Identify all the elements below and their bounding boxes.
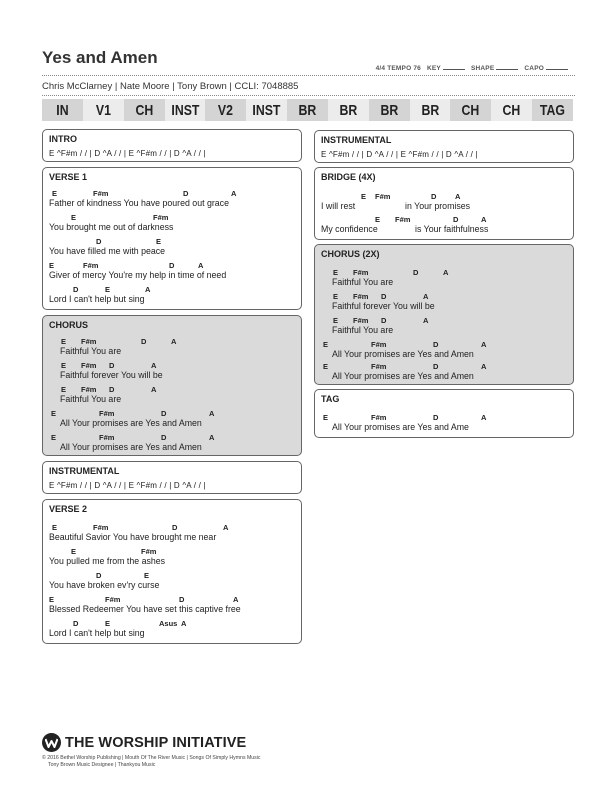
chord: D xyxy=(73,619,79,628)
roadmap-cell: BR xyxy=(369,99,410,121)
roadmap-cell: BR xyxy=(287,99,328,121)
section-title: CHORUS xyxy=(49,320,89,330)
chord: A xyxy=(231,189,237,198)
chord: F#m xyxy=(93,189,109,198)
chord: F#m xyxy=(353,316,369,325)
chord: F#m xyxy=(93,523,109,532)
chord: E xyxy=(51,433,57,442)
section-title: VERSE 1 xyxy=(49,172,88,182)
section-intro xyxy=(42,129,302,162)
chord: F#m xyxy=(99,409,115,418)
chord: A xyxy=(223,523,229,532)
chord: D xyxy=(453,215,459,224)
copyright-line: © 2016 Bethel Worship Publishing | Mouth Of The River Music | Songs Of Simply Hymns Music xyxy=(42,755,261,761)
lyric-line: You have broken ev'ry curse xyxy=(49,580,160,590)
roadmap-cell: V2 xyxy=(205,99,246,121)
chord: F#m xyxy=(141,547,157,556)
section-title: VERSE 2 xyxy=(49,504,88,514)
lyric-line: Faithful You are xyxy=(60,346,122,356)
chord: A xyxy=(209,409,215,418)
shape-label: SHAPE xyxy=(470,65,495,72)
chord: F#m xyxy=(375,192,391,201)
chord: F#m xyxy=(81,361,97,370)
copyright-line: Tony Brown Music Designee | Thankyou Music xyxy=(48,762,156,768)
chord: D xyxy=(73,285,79,294)
section-title: BRIDGE (4X) xyxy=(321,172,376,182)
divider-bottom xyxy=(42,95,575,96)
roadmap-cell: BR xyxy=(328,99,369,121)
chord: D xyxy=(109,361,115,370)
section-instrumental-1 xyxy=(42,461,302,494)
chord: A xyxy=(233,595,239,604)
chord: A xyxy=(198,261,204,270)
lyric-line: Beautiful Savior You have brought me near xyxy=(49,532,217,542)
chord: E xyxy=(361,192,367,201)
section-chorus xyxy=(42,315,302,456)
section-title: INSTRUMENTAL xyxy=(49,466,120,476)
roadmap-cell: CH xyxy=(450,99,491,121)
chord: E xyxy=(71,213,77,222)
chord: D xyxy=(381,316,387,325)
section-title: INSTRUMENTAL xyxy=(321,135,392,145)
lyric-line: Lord I can't help but sing xyxy=(49,628,145,638)
time-tempo: 4/4 TEMPO 76 xyxy=(375,65,421,72)
chord: D xyxy=(96,237,102,246)
chord: A xyxy=(151,385,157,394)
chord: F#m xyxy=(395,215,411,224)
copyright-notice xyxy=(42,755,261,769)
chord: E xyxy=(51,409,57,418)
chord: A xyxy=(171,337,177,346)
chord: D xyxy=(183,189,189,198)
lyric-line: Faithful You are xyxy=(332,325,394,335)
chord: D xyxy=(433,413,439,422)
section-title: TAG xyxy=(321,394,340,404)
chord: D xyxy=(161,409,167,418)
section-title: CHORUS (2X) xyxy=(321,249,380,259)
lyric-line: All Your promises are Yes and Amen xyxy=(60,418,202,428)
chord: D xyxy=(179,595,185,604)
chord-progression: E ^F#m / / | D ^A / / | E ^F#m / / | D ^A / / | xyxy=(49,481,206,490)
lyric-line: Blessed Redeemer You have set this captive free xyxy=(49,604,241,614)
chord: D xyxy=(141,337,147,346)
song-title: Yes and Amen xyxy=(42,48,158,67)
chord: A xyxy=(181,619,187,628)
lyric-line: You brought me out of darkness xyxy=(49,222,174,232)
chord: E xyxy=(323,340,329,349)
lyric-line: All Your promises are Yes and Amen xyxy=(332,371,474,381)
roadmap-cell: BR xyxy=(410,99,451,121)
chord: E xyxy=(333,316,339,325)
chord: A xyxy=(481,413,487,422)
authors-line: Chris McClarney | Nate Moore | Tony Brown | CCLI: 7048885 xyxy=(42,81,299,92)
chord: E xyxy=(71,547,77,556)
lyric-line: in Your promises xyxy=(405,201,471,211)
chord: E xyxy=(144,571,150,580)
chord: A xyxy=(209,433,215,442)
lyric-line: All Your promises are Yes and Ame xyxy=(332,422,469,432)
chord: D xyxy=(413,268,419,277)
chord: F#m xyxy=(99,433,115,442)
chord: E xyxy=(105,619,111,628)
chord: D xyxy=(431,192,437,201)
chord: E xyxy=(49,261,55,270)
chord: A xyxy=(151,361,157,370)
lyric-line: Giver of mercy You're my help in time of need xyxy=(49,270,227,280)
chord: D xyxy=(96,571,102,580)
chord: F#m xyxy=(153,213,169,222)
chord: D xyxy=(172,523,178,532)
lyric-line: Faithful forever You will be xyxy=(60,370,163,380)
chord: A xyxy=(145,285,151,294)
chord: E xyxy=(49,595,55,604)
chord: E xyxy=(105,285,111,294)
lyric-line: Father of kindness You have poured out grace xyxy=(49,198,229,208)
roadmap-cell: INST xyxy=(246,99,287,121)
lyric-line: All Your promises are Yes and Amen xyxy=(60,442,202,452)
chord: F#m xyxy=(371,340,387,349)
lyric-line: You have filled me with peace xyxy=(49,246,166,256)
chord: F#m xyxy=(353,268,369,277)
section-bridge xyxy=(314,167,574,240)
lyric-line: I will rest xyxy=(321,201,356,211)
logo-text: THE WORSHIP INITIATIVE xyxy=(65,734,247,751)
chord: F#m xyxy=(81,385,97,394)
roadmap-cell: CH xyxy=(491,99,532,121)
chord: F#m xyxy=(83,261,99,270)
song-meta xyxy=(376,63,572,72)
lyric-line: You pulled me from the ashes xyxy=(49,556,166,566)
chord: E xyxy=(333,268,339,277)
chord: D xyxy=(433,340,439,349)
key-label: KEY xyxy=(427,65,441,72)
chord-progression: E ^F#m / / | D ^A / / | E ^F#m / / | D ^A / / | xyxy=(321,150,478,159)
lyric-line: Faithful You are xyxy=(60,394,122,404)
roadmap-cell: V1 xyxy=(83,99,124,121)
roadmap-cell: TAG xyxy=(532,99,573,121)
chord: E xyxy=(333,292,339,301)
divider-top xyxy=(42,75,575,76)
chord: D xyxy=(169,261,175,270)
chord: D xyxy=(109,385,115,394)
chord: D xyxy=(161,433,167,442)
chord: E xyxy=(61,361,67,370)
chord: A xyxy=(481,340,487,349)
chord: F#m xyxy=(81,337,97,346)
chord: A xyxy=(481,362,487,371)
chord: F#m xyxy=(353,292,369,301)
chord-progression: E ^F#m / / | D ^A / / | E ^F#m / / | D ^A / / | xyxy=(49,149,206,158)
roadmap-cell: INST xyxy=(165,99,206,121)
capo-label: CAPO xyxy=(524,65,544,72)
chord: E xyxy=(156,237,162,246)
lyric-line: All Your promises are Yes and Amen xyxy=(332,349,474,359)
lyric-line: My confidence xyxy=(321,224,378,234)
section-title: INTRO xyxy=(49,134,77,144)
chord: E xyxy=(61,337,67,346)
section-verse-1 xyxy=(42,167,302,310)
section-tag xyxy=(314,389,574,438)
chord: F#m xyxy=(371,362,387,371)
worship-initiative-logo-icon xyxy=(42,733,61,752)
lyric-line: Faithful forever You will be xyxy=(332,301,435,311)
lyric-line: Faithful You are xyxy=(332,277,394,287)
chord: A xyxy=(443,268,449,277)
chord: E xyxy=(52,523,58,532)
chord: D xyxy=(381,292,387,301)
footer-logo xyxy=(42,733,246,752)
roadmap-cell: CH xyxy=(124,99,165,121)
chord: E xyxy=(52,189,58,198)
chord: E xyxy=(323,413,329,422)
roadmap-cell: IN xyxy=(42,99,83,121)
chord: D xyxy=(433,362,439,371)
chord: F#m xyxy=(371,413,387,422)
chord: E xyxy=(375,215,381,224)
chord: A xyxy=(455,192,461,201)
section-verse-2 xyxy=(42,499,302,644)
lyric-line: is Your faithfulness xyxy=(415,224,489,234)
section-chorus-2x xyxy=(314,244,574,385)
chord: E xyxy=(323,362,329,371)
lyric-line: Lord I can't help but sing xyxy=(49,294,145,304)
chord: F#m xyxy=(105,595,121,604)
chord: E xyxy=(61,385,67,394)
chord: A xyxy=(423,316,429,325)
chord: A xyxy=(423,292,429,301)
chord: A xyxy=(481,215,487,224)
song-roadmap xyxy=(42,99,573,121)
section-instrumental-2 xyxy=(314,130,574,163)
chord: Asus xyxy=(159,619,178,628)
